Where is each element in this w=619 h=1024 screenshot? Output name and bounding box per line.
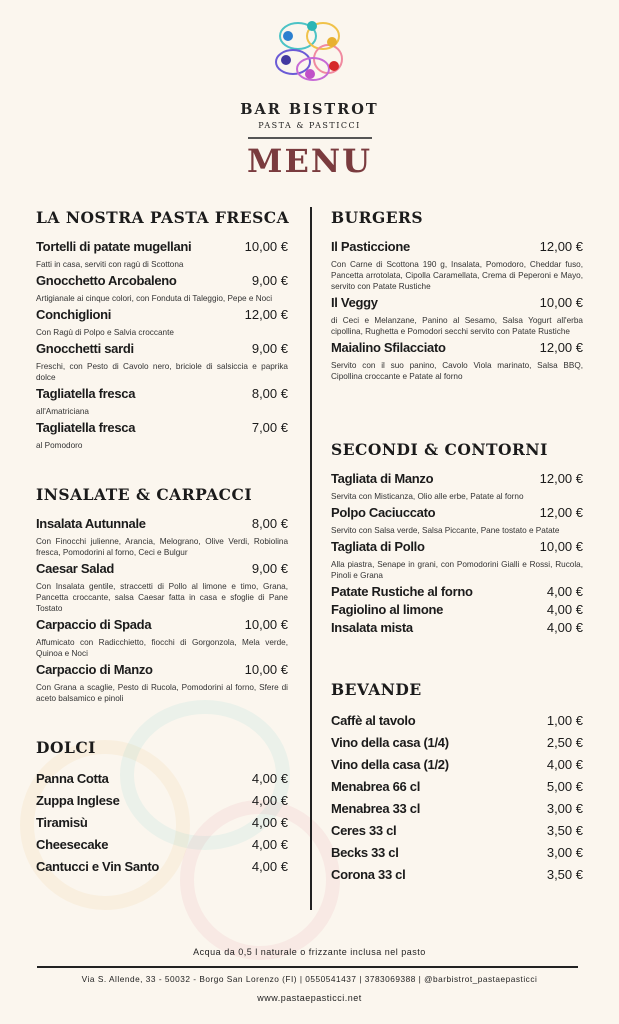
item-price: 4,00 € xyxy=(251,837,288,852)
menu-item xyxy=(331,504,583,522)
menu-item xyxy=(36,238,288,256)
item-name: Polpo Caciuccato xyxy=(331,505,436,520)
item-name: Il Veggy xyxy=(331,295,378,310)
item-price: 4,00 € xyxy=(546,620,583,635)
item-price: 10,00 € xyxy=(244,617,288,632)
item-name: Carpaccio di Spada xyxy=(36,617,152,632)
menu-item xyxy=(331,583,583,601)
item-description: Servito con Salsa verde, Salsa Piccante, Pane tostato e Patate xyxy=(331,526,560,535)
item-price: 3,00 € xyxy=(546,801,583,816)
column-divider xyxy=(310,207,312,910)
item-description: al Pomodoro xyxy=(36,441,83,450)
menu-item xyxy=(36,661,288,679)
item-description: Artigianale ai cinque colori, con Fonduta di Taleggio, Pepe e Noci xyxy=(36,294,273,303)
item-name: Corona 33 cl xyxy=(331,867,406,882)
menu-item xyxy=(331,339,583,357)
item-price: 12,00 € xyxy=(244,307,288,322)
website-link[interactable]: www.pastaepasticci.net xyxy=(257,993,362,1003)
item-name: Ceres 33 cl xyxy=(331,823,397,838)
item-name: Becks 33 cl xyxy=(331,845,399,860)
section-insalate xyxy=(36,483,288,706)
item-price: 4,00 € xyxy=(546,757,583,772)
item-price: 9,00 € xyxy=(251,561,288,576)
item-price: 10,00 € xyxy=(539,539,583,554)
item-name: Menabrea 66 cl xyxy=(331,779,421,794)
menu-item xyxy=(36,385,288,403)
section-heading: BURGERS xyxy=(331,208,424,227)
section-dolci xyxy=(36,736,288,878)
item-name: Tagliata di Manzo xyxy=(331,471,434,486)
item-description: Affumicato con Radicchietto, fiocchi di Gorgonzola, Mela verde, Quinoa e Noci xyxy=(36,638,288,658)
item-description: Con Insalata gentile, straccetti di Pollo al limone e timo, Grana, Pancetta croccante, salsa Caesar fatta in casa e sfoglie di Pane Tostato xyxy=(36,582,288,613)
item-price: 4,00 € xyxy=(251,859,288,874)
item-name: Zuppa Inglese xyxy=(36,793,120,808)
menu-item xyxy=(36,616,288,634)
menu-item xyxy=(36,812,288,834)
item-price: 5,00 € xyxy=(546,779,583,794)
menu-item xyxy=(331,864,583,886)
item-name: Gnocchetti sardi xyxy=(36,341,134,356)
menu-item xyxy=(331,470,583,488)
section-burgers xyxy=(331,206,583,384)
item-name: Tagliatella fresca xyxy=(36,386,136,401)
menu-item xyxy=(36,340,288,358)
item-name: Caesar Salad xyxy=(36,561,115,576)
item-price: 4,00 € xyxy=(251,793,288,808)
item-description: Servito con il suo panino, Cavolo Viola marinato, Salsa BBQ, Cipollina croccante e Patate al forno xyxy=(331,361,583,381)
item-price: 12,00 € xyxy=(539,239,583,254)
section-heading: INSALATE & CARPACCI xyxy=(36,485,253,504)
item-price: 3,00 € xyxy=(546,845,583,860)
item-description: Servita con Misticanza, Olio alle erbe, Patate al forno xyxy=(331,492,524,501)
menu-item xyxy=(331,798,583,820)
item-description: di Ceci e Melanzane, Panino al Sesamo, Salsa Yogurt all'erba cipollina, Rughetta e Pomodori secchi servito con Patate Rustiche xyxy=(331,316,583,336)
item-price: 3,50 € xyxy=(546,823,583,838)
brand-name: BAR BISTROT xyxy=(240,101,379,118)
item-name: Tortelli di patate mugellani xyxy=(36,239,192,254)
item-price: 1,00 € xyxy=(546,713,583,728)
item-description: Con Carne di Scottona 190 g, Insalata, Pomodoro, Cheddar fuso, Pancetta arrotolata, Cipolla Caramellata, Crema di Peperoni e Mayo, servito con Patate Rustiche xyxy=(331,260,583,291)
item-name: Fagiolino al limone xyxy=(331,602,444,617)
item-name: Cantucci e Vin Santo xyxy=(36,859,160,874)
item-name: Gnocchetto Arcobaleno xyxy=(36,273,177,288)
logo-icon xyxy=(268,14,352,84)
item-price: 4,00 € xyxy=(546,602,583,617)
divider xyxy=(248,137,372,139)
water-note: Acqua da 0,5 l naturale o frizzante inclusa nel pasto xyxy=(193,947,426,957)
item-price: 8,00 € xyxy=(251,516,288,531)
menu-item xyxy=(36,419,288,437)
menu-item xyxy=(36,834,288,856)
item-price: 12,00 € xyxy=(539,505,583,520)
item-name: Tagliatella fresca xyxy=(36,420,136,435)
menu-item xyxy=(36,272,288,290)
item-price: 2,50 € xyxy=(546,735,583,750)
item-name: Tagliata di Pollo xyxy=(331,539,425,554)
item-name: Vino della casa (1/2) xyxy=(331,757,449,772)
item-price: 10,00 € xyxy=(244,662,288,677)
item-name: Maialino Sfilacciato xyxy=(331,340,446,355)
footer-divider xyxy=(37,966,578,968)
menu-item xyxy=(331,732,583,754)
section-heading: DOLCI xyxy=(36,738,96,757)
section-secondi xyxy=(331,438,583,637)
section-heading: SECONDI & CONTORNI xyxy=(331,440,548,459)
item-name: Patate Rustiche al forno xyxy=(331,584,473,599)
item-name: Tiramisù xyxy=(36,815,88,830)
item-price: 9,00 € xyxy=(251,273,288,288)
menu-item xyxy=(331,710,583,732)
item-name: Cheesecake xyxy=(36,837,109,852)
menu-item xyxy=(36,560,288,578)
item-description: all'Amatriciana xyxy=(36,407,89,416)
item-name: Conchiglioni xyxy=(36,307,112,322)
item-price: 9,00 € xyxy=(251,341,288,356)
menu-item xyxy=(36,515,288,533)
menu-item xyxy=(331,238,583,256)
menu-item xyxy=(36,856,288,878)
section-heading: LA NOSTRA PASTA FRESCA xyxy=(36,208,290,227)
item-name: Vino della casa (1/4) xyxy=(331,735,449,750)
menu-item xyxy=(36,306,288,324)
brand-subtitle: PASTA & PASTICCI xyxy=(258,121,361,130)
item-description: Alla piastra, Senape in grani, con Pomodorini Gialli e Rossi, Rucola, Pinoli e Grana xyxy=(331,560,583,580)
menu-item xyxy=(331,842,583,864)
item-description: Con Grana a scaglie, Pesto di Rucola, Pomodorini al forno, Sfere di aceto balsamico e pinoli xyxy=(36,683,288,703)
item-price: 3,50 € xyxy=(546,867,583,882)
menu-item xyxy=(331,820,583,842)
item-description: Freschi, con Pesto di Cavolo nero, briciole di salsiccia e paprika dolce xyxy=(36,362,288,382)
item-price: 8,00 € xyxy=(251,386,288,401)
contact-info: Via S. Allende, 33 - 50032 - Borgo San Lorenzo (FI) | 0550541437 | 3783069388 | @barbistrot_pastaepasticci xyxy=(81,974,538,984)
item-description: Con Finocchi julienne, Arancia, Melograno, Olive Verdi, Robiolina fresca, Pomodorini al forno, Ceci e Bulgur xyxy=(36,537,288,557)
item-price: 4,00 € xyxy=(546,584,583,599)
menu-item xyxy=(331,601,583,619)
item-name: Insalata Autunnale xyxy=(36,516,146,531)
page-title: MENU xyxy=(247,142,372,180)
section-pasta xyxy=(36,206,288,453)
item-name: Carpaccio di Manzo xyxy=(36,662,153,677)
item-name: Menabrea 33 cl xyxy=(331,801,421,816)
menu-item xyxy=(36,790,288,812)
menu-item xyxy=(331,754,583,776)
item-price: 7,00 € xyxy=(251,420,288,435)
section-bevande xyxy=(331,678,583,886)
item-price: 12,00 € xyxy=(539,340,583,355)
menu-item xyxy=(331,538,583,556)
item-price: 4,00 € xyxy=(251,771,288,786)
item-description: Con Ragù di Polpo e Salvia croccante xyxy=(36,328,174,337)
item-price: 10,00 € xyxy=(539,295,583,310)
item-name: Insalata mista xyxy=(331,620,413,635)
menu-item xyxy=(331,776,583,798)
item-price: 12,00 € xyxy=(539,471,583,486)
item-price: 4,00 € xyxy=(251,815,288,830)
menu-item xyxy=(331,294,583,312)
menu-item xyxy=(331,619,583,637)
item-description: Fatti in casa, serviti con ragù di Scottona xyxy=(36,260,184,269)
section-heading: BEVANDE xyxy=(331,680,422,699)
item-name: Panna Cotta xyxy=(36,771,109,786)
item-price: 10,00 € xyxy=(244,239,288,254)
menu-item xyxy=(36,768,288,790)
item-name: Caffè al tavolo xyxy=(331,713,416,728)
item-name: Il Pasticcione xyxy=(331,239,410,254)
